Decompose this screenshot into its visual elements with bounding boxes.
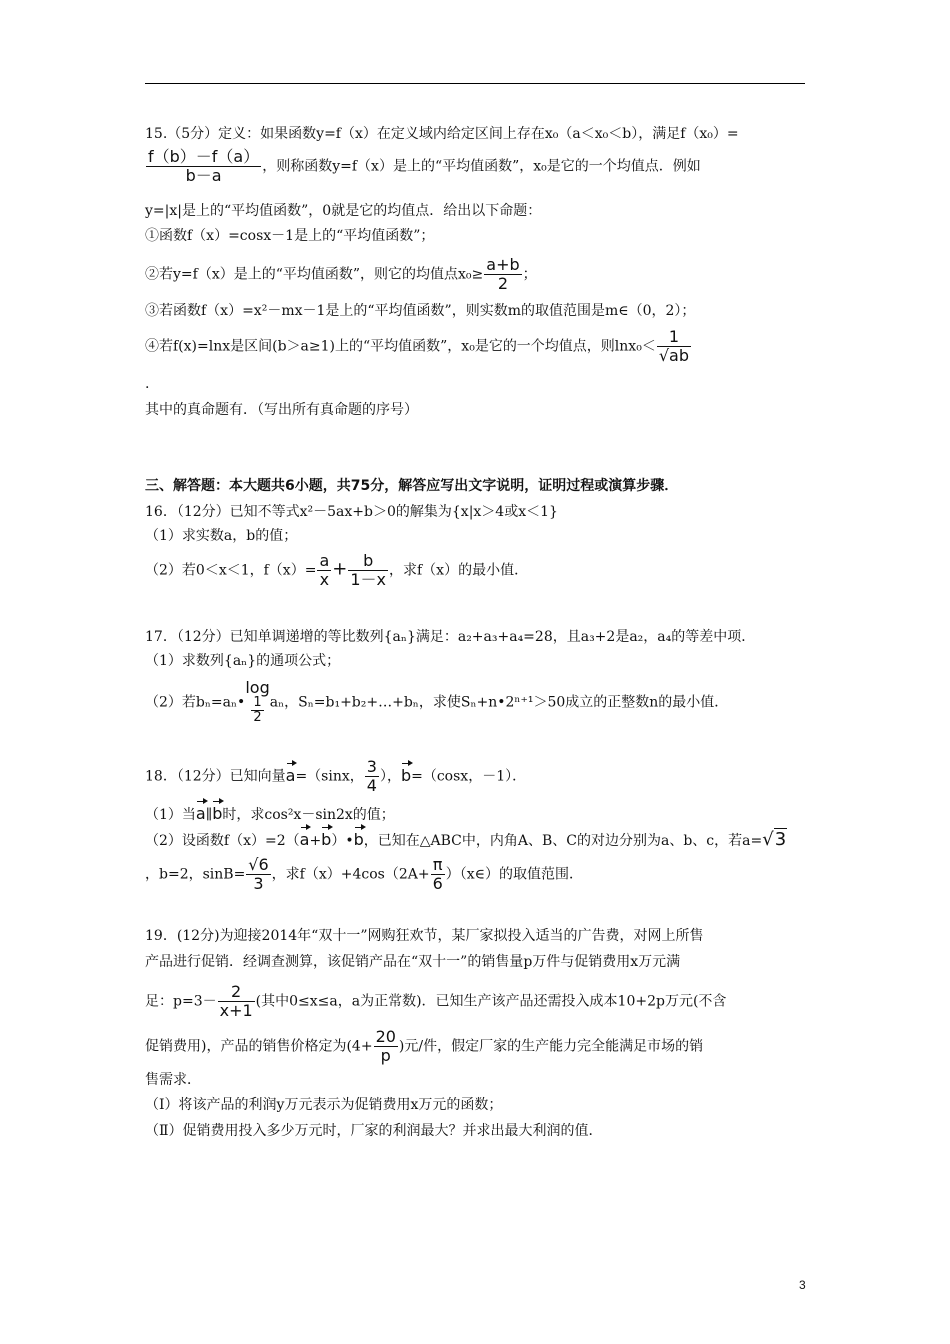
q17-log-base (251, 696, 263, 725)
q16-line1: 16．（12分）已知不等式x²－5ax+b＞0的解集为{x|x＞4或x＜1} (145, 504, 558, 520)
q15-prop4-rad: ab (669, 346, 689, 365)
q15-line3: y=|x|是上的“平均值函数”，0就是它的均值点．给出以下命题： (145, 203, 542, 219)
q15-fraction (146, 148, 261, 185)
q15-ask: 其中的真命题有．（写出所有真命题的序号） (145, 402, 418, 418)
q18-sinb-num: √6 (248, 855, 269, 874)
q18-p3c: ）（x∈）的取值范围． (445, 866, 584, 883)
q18-pi-frac (431, 856, 445, 893)
q17-part2-end: aₙ，Sₙ=b₁+b₂+…+bₙ，求使Sₙ+n•2ⁿ⁺¹＞50成立的正整数n的最小值． (269, 694, 729, 711)
q17-log (245, 680, 269, 725)
header-rule (145, 83, 805, 84)
vector-a: a (196, 798, 206, 824)
q15-prop4-num: 1 (668, 327, 679, 346)
q18-pi-den: 6 (432, 874, 443, 893)
q16-frac-b-den: 1－x (350, 570, 386, 589)
q15-prop2-num: a+b (486, 255, 520, 274)
q16-frac-b-num: b (363, 551, 374, 570)
q19-frac-p (218, 983, 255, 1020)
q16-frac-a-num: a (319, 551, 330, 570)
q15-prop2-frac (484, 256, 521, 293)
q15-prop4-frac (657, 328, 691, 365)
parallel-symbol: ∥ (205, 807, 213, 823)
q19-line4 (145, 1028, 703, 1065)
q18-p1a: （1）当 (145, 807, 196, 823)
q16-frac-a (317, 552, 331, 589)
q15-prop4-den: √ab (658, 346, 689, 365)
q15-prop1: ①函数f（x）=cosx－1是上的“平均值函数”； (145, 228, 435, 244)
q19-line3 (145, 983, 726, 1020)
q16-part2 (145, 552, 528, 589)
q18-p2c: ，已知在△ABC中，内角A、B、C的对边分别为a、b、c，若a= (363, 833, 763, 849)
q16-plus: + (332, 558, 348, 580)
q19-l3b: (其中0≤x≤a，a为正常数)．已知生产该产品还需投入成本10+2p万元(不含 (255, 993, 727, 1010)
q17-line1: 17．（12分）已知单调递增的等比数列{aₙ}满足：a₂+a₃+a₄=28，且a₃+2是a₂，a₄的等差中项． (145, 629, 756, 645)
q18-pi-num: π (432, 855, 443, 874)
q15-line2-text: ，则称函数y=f（x）是上的“平均值函数”，x₀是它的一个均值点．例如 (262, 158, 701, 175)
q15-frac-num: f（b）－f（a） (148, 147, 260, 166)
q18-l1a: 18．（12分）已知向量 (145, 768, 286, 785)
q18-frac-num: 3 (366, 757, 377, 776)
q17-log-label: log (245, 678, 270, 697)
q18-p2b: ）• (331, 833, 354, 849)
q19-l4a: 促销费用)，产品的销售价格定为(4+ (145, 1038, 373, 1055)
q18-l1b: =（sinx， (295, 768, 364, 785)
q15-prop3: ③若函数f（x）=x²－mx－1是上的“平均值函数”，则实数m的取值范围是m∈（0，2）； (145, 303, 696, 319)
q19-item1: （Ⅰ）将该产品的利润y万元表示为促销费用x万元的函数； (145, 1097, 503, 1113)
q16-frac-b (348, 552, 388, 589)
q17-part2-text: （2）若bₙ=aₙ• (145, 694, 246, 711)
q18-p3b: ，求f（x）+4cos（2A+ (271, 866, 430, 883)
q18-plus: + (309, 833, 322, 849)
q15-prop2-end: ； (522, 266, 537, 283)
q18-sinb-den: 3 (246, 874, 270, 893)
q16-part2-text: （2）若0＜x＜1，f（x）= (145, 562, 317, 579)
q17-log-den: 2 (253, 710, 262, 725)
q15-prop2-den: 2 (484, 274, 521, 293)
section-heading: 三、解答题：本大题共6小题，共75分，解答应写出文字说明，证明过程或演算步骤． (145, 478, 679, 494)
q18-part1 (145, 798, 395, 825)
q19-line2: 产品进行促销．经调查测算，该促销产品在“双十一”的销售量p万件与促销费用x万元满 (145, 954, 681, 970)
q18-sinb-frac (246, 856, 270, 893)
q15-dot: . (145, 376, 150, 392)
q19-item2: （Ⅱ）促销费用投入多少万元时，厂家的利润最大？并求出最大利润的值． (145, 1123, 603, 1139)
q19-l4b: )元/件，假定厂家的生产能力完全能满足市场的销 (398, 1038, 704, 1055)
q18-frac (365, 758, 379, 795)
vector-a: a (300, 824, 310, 850)
q19-frac-p-num: 2 (231, 982, 242, 1001)
vector-b: b (321, 824, 331, 850)
q16-frac-a-den: x (317, 570, 331, 589)
q18-l1c: ）， (379, 768, 401, 785)
q18-part3 (145, 856, 583, 893)
q18-l1d: =（cosx，－1）． (411, 768, 527, 785)
q15-line2 (145, 148, 701, 185)
page-number: 3 (799, 1278, 806, 1292)
q17-log-num: 1 (253, 695, 262, 710)
q19-frac-price-den: p (374, 1046, 398, 1065)
q18-p1b: 时，求cos²x－sin2x的值； (222, 807, 395, 823)
vector-a: a (286, 760, 296, 786)
q19-frac-price (374, 1028, 398, 1065)
q18-frac-den: 4 (366, 776, 377, 795)
q15-prop4 (145, 328, 692, 365)
q19-l3a: 足：p=3－ (145, 993, 217, 1010)
q19-line1: 19．(12分)为迎接2014年“双十一”网购狂欢节，某厂家拟投入适当的广告费，对网上所售 (145, 928, 704, 944)
q18-p3a: ，b=2，sinB= (145, 866, 246, 883)
q17-part1: （1）求数列{aₙ}的通项公式； (145, 653, 341, 669)
q18-part2 (145, 824, 787, 851)
q15-frac-den: b－a (146, 166, 261, 185)
q18-p2a: （2）设函数f（x）=2（ (145, 833, 300, 849)
sqrt-3: √3 (762, 829, 787, 850)
q19-line5: 售需求． (145, 1072, 201, 1088)
q15-prop2-text: ②若y=f（x）是上的“平均值函数”，则它的均值点x₀≥ (145, 266, 484, 283)
q16-part1: （1）求实数a，b的值； (145, 528, 298, 544)
q18-line1 (145, 758, 526, 795)
q19-frac-p-den: x+1 (219, 1001, 253, 1020)
q17-part2 (145, 680, 728, 725)
vector-b: b (212, 798, 222, 824)
q16-part2-end: ，求f（x）的最小值． (389, 562, 529, 579)
q15-prop4-text: ④若f(x)=lnx是区间(b＞a≥1)上的“平均值函数”，x₀是它的一个均值点，则lnx₀＜ (145, 338, 656, 355)
vector-b: b (401, 760, 411, 786)
q19-frac-price-num: 20 (375, 1027, 396, 1046)
q15-line1: 15.（5分）定义：如果函数y=f（x）在定义域内给定区间上存在x₀（a＜x₀＜b），满足f（x₀）= (145, 126, 739, 142)
q15-prop2 (145, 256, 537, 293)
vector-b: b (354, 824, 364, 850)
sqrt-3-radicand: 3 (774, 829, 787, 850)
